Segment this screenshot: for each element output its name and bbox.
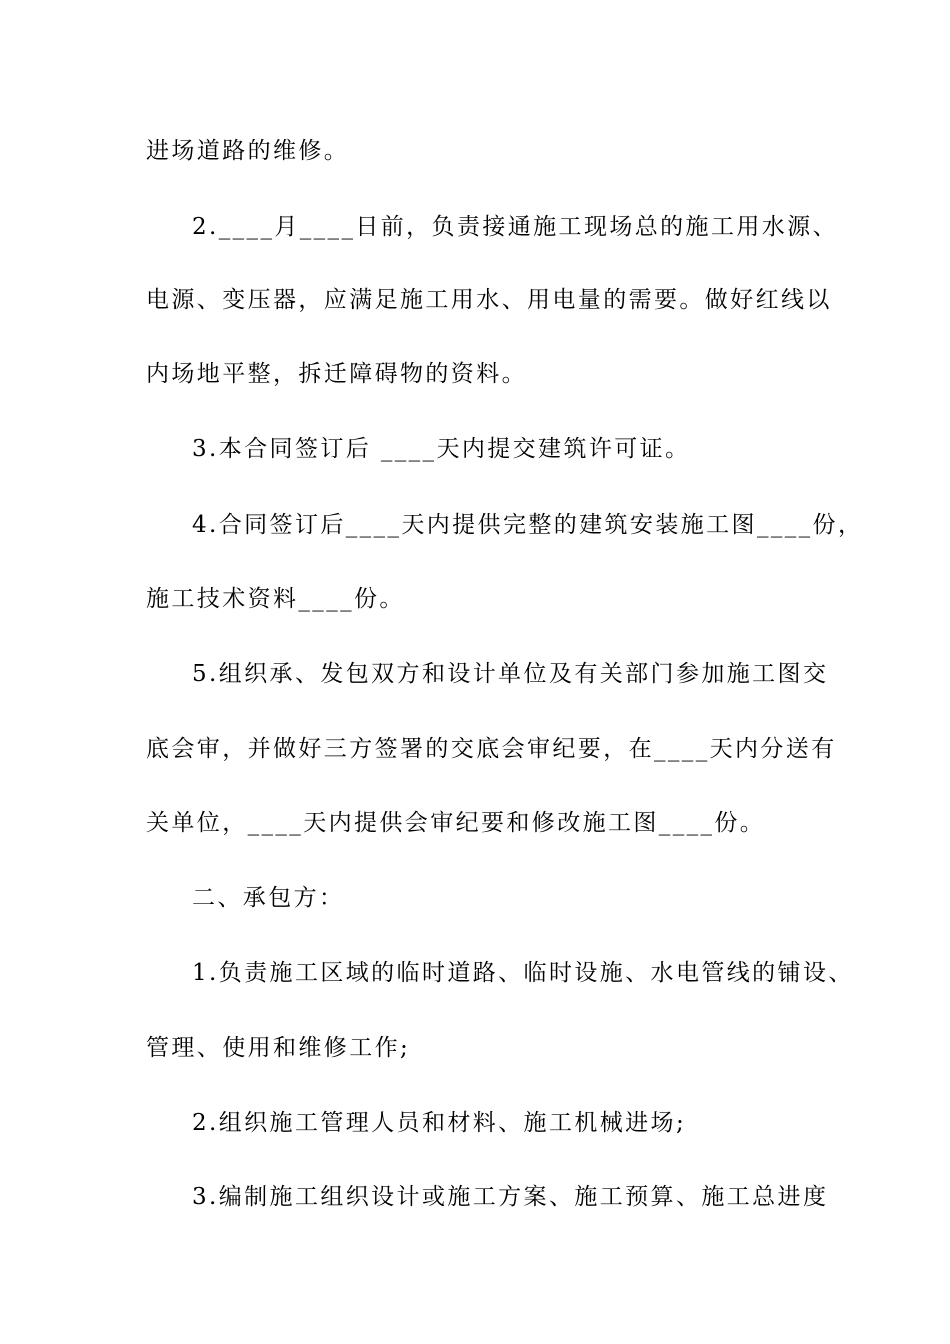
text-line: 2.____月____日前，负责接通施工现场总的施工用水源、 <box>192 214 838 240</box>
text-line: 3.本合同签订后 ____天内提交建筑许可证。 <box>192 436 691 462</box>
section-heading: 二、承包方： <box>192 885 345 911</box>
text-line: 进场道路的维修。 <box>146 138 350 164</box>
text-line: 电源、变压器，应满足施工用水、用电量的需要。做好红线以 <box>146 287 832 313</box>
text-line: 底会审，并做好三方签署的交底会审纪要，在____天内分送有 <box>146 736 837 762</box>
text-line: 管理、使用和维修工作; <box>146 1035 411 1061</box>
text-line: 2.组织施工管理人员和材料、施工机械进场; <box>192 1110 687 1136</box>
text-line: 4.合同签订后____天内提供完整的建筑安装施工图____份， <box>192 512 864 538</box>
text-line: 1.负责施工区域的临时道路、临时设施、水电管线的铺设、 <box>192 960 854 986</box>
text-line: 内场地平整，拆迁障碍物的资料。 <box>146 361 527 387</box>
text-line: 5.组织承、发包双方和设计单位及有关部门参加施工图交 <box>192 661 829 687</box>
text-line: 3.编制施工组织设计或施工方案、施工预算、施工总进度 <box>192 1184 829 1210</box>
text-line: 施工技术资料____份。 <box>146 586 405 612</box>
text-line: 关单位，____天内提供会审纪要和修改施工图____份。 <box>146 810 766 836</box>
